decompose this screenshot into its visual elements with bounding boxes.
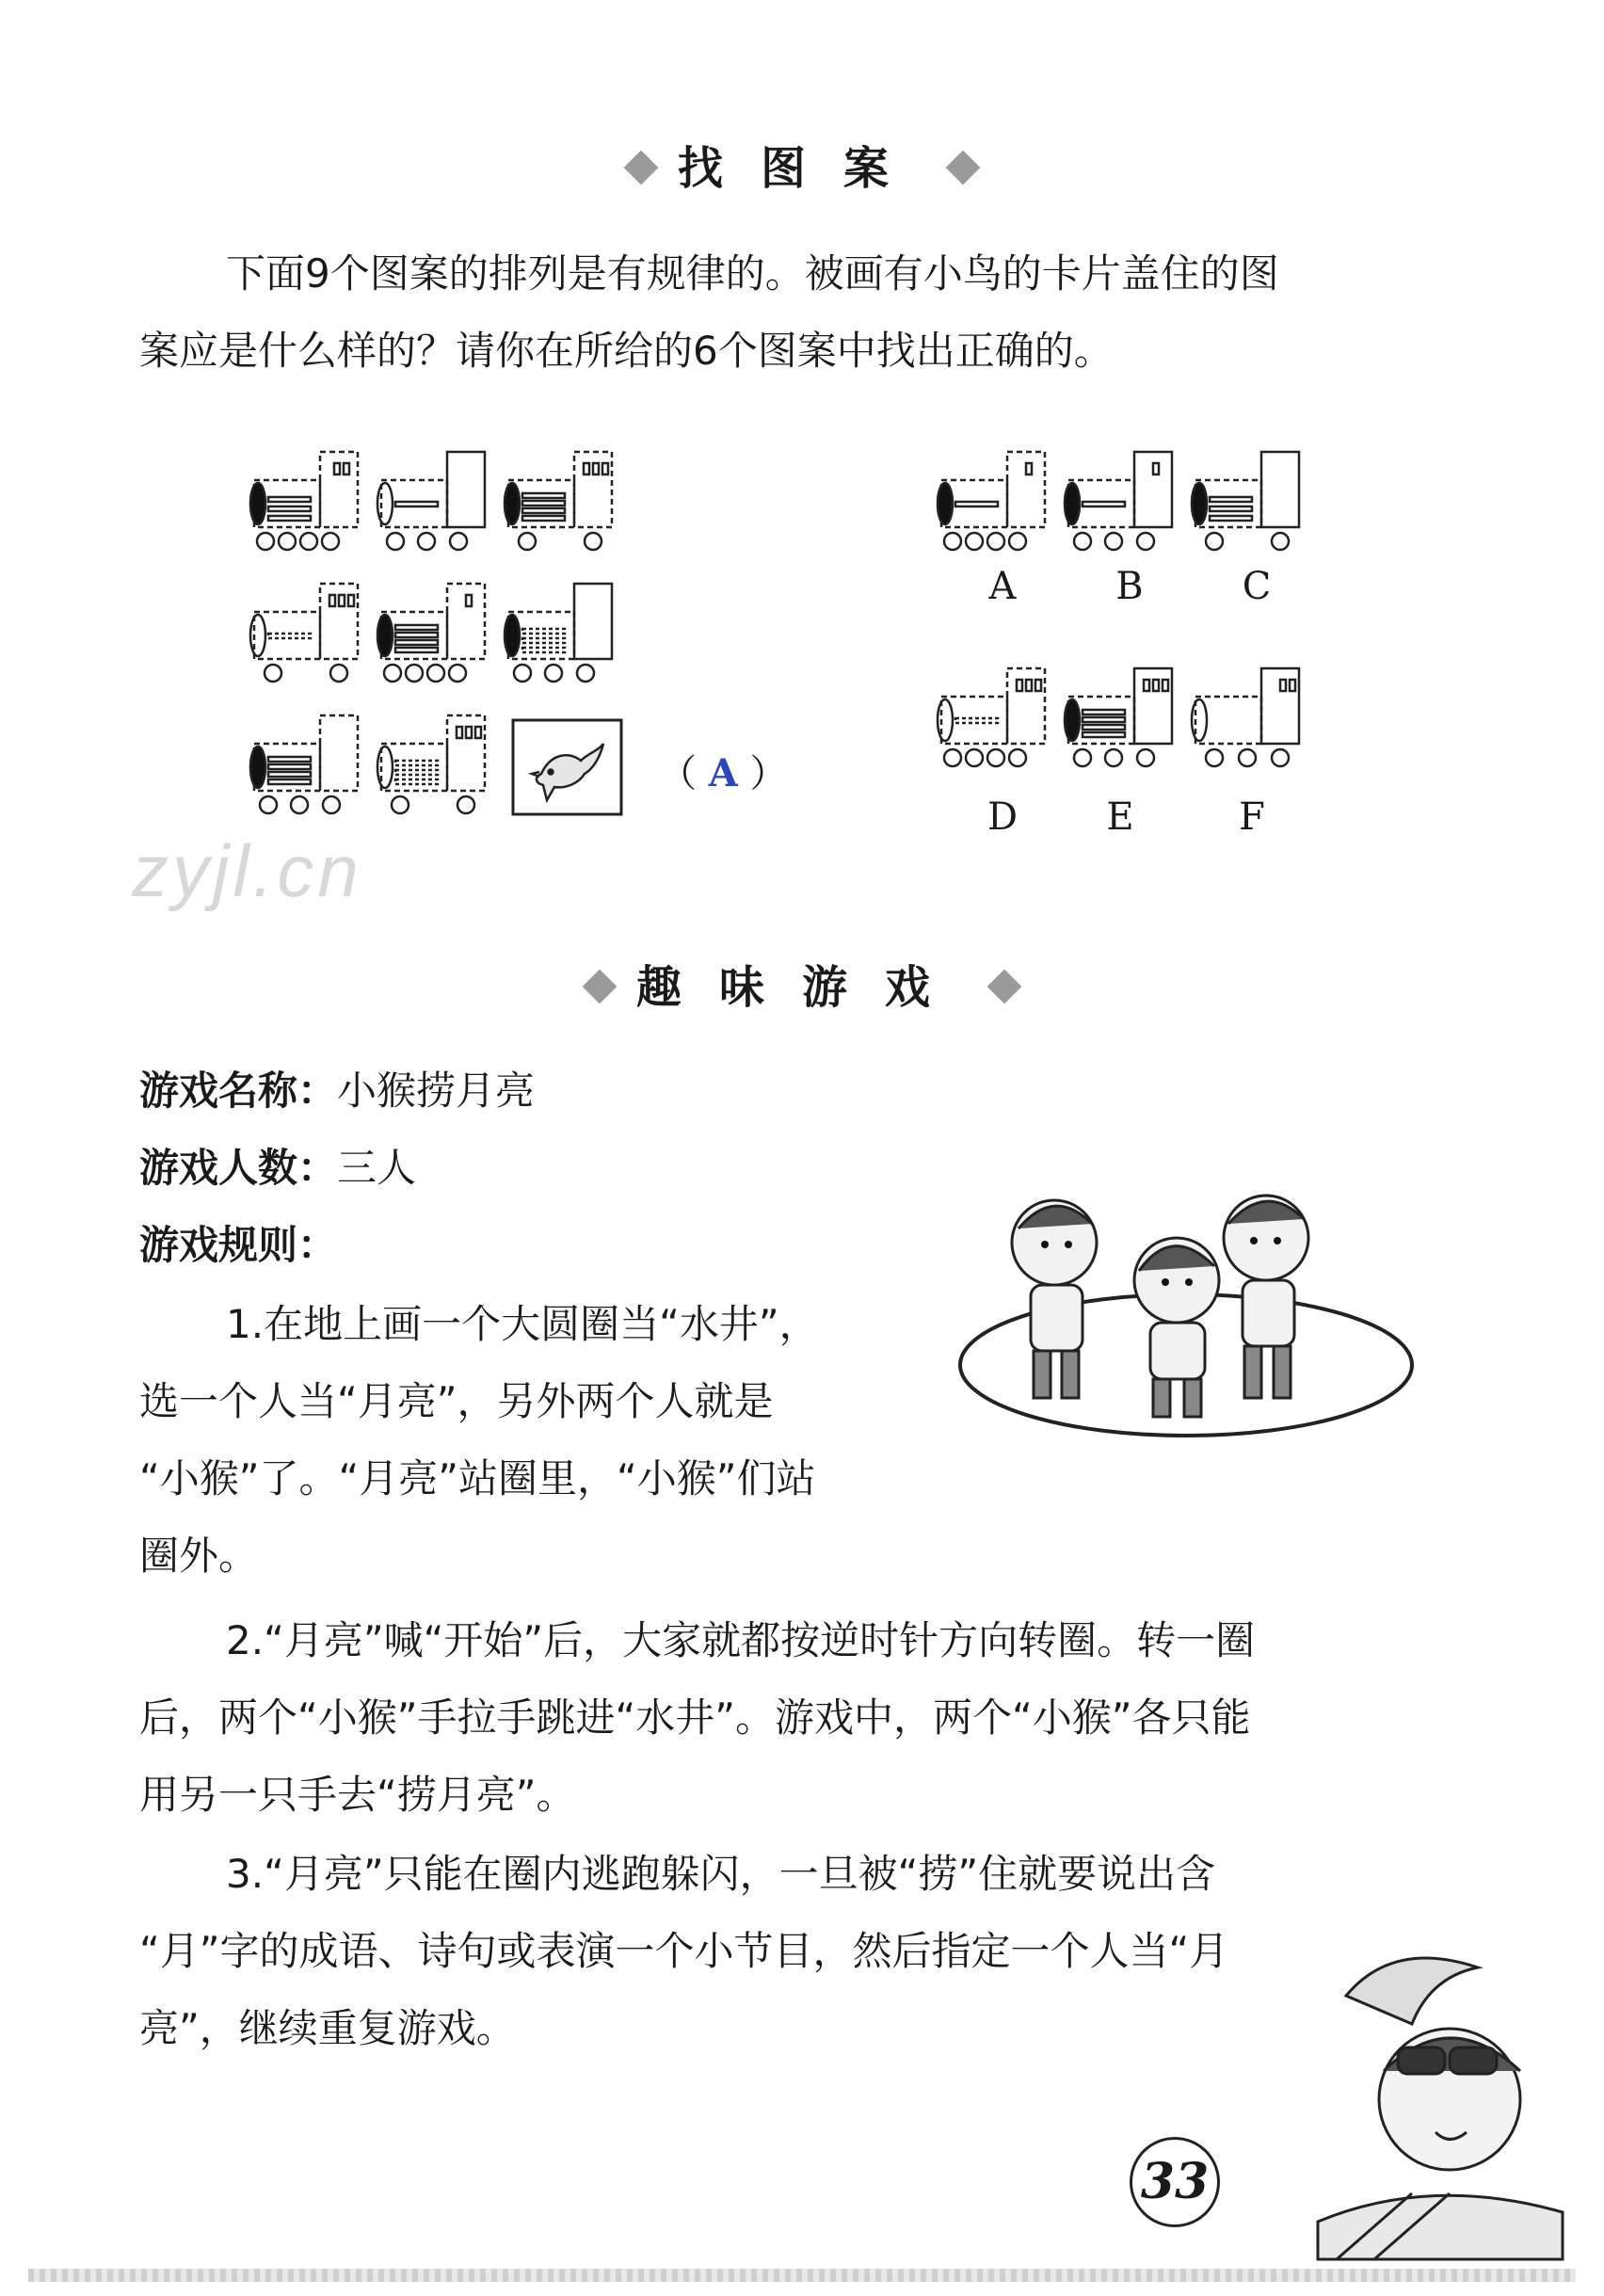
pattern-grid bbox=[235, 433, 659, 847]
pattern-cell bbox=[505, 584, 612, 682]
rule-1-line-1: 1.在地上画一个大圆圈当“水井”， bbox=[226, 1301, 819, 1347]
rule-3-line-3: 亮”，继续重复游戏。 bbox=[139, 2005, 516, 2051]
option-label-b: B bbox=[1115, 565, 1144, 608]
options-grid bbox=[932, 433, 1327, 810]
option-b-figure bbox=[1065, 452, 1172, 550]
rule-1-line-3: “小猴”了。“月亮”站圈里，“小猴”们站 bbox=[139, 1455, 816, 1501]
bird-card bbox=[513, 720, 621, 814]
question-line-1: 下面9个图案的排列是有规律的。被画有小鸟的卡片盖住的图 bbox=[226, 250, 1279, 297]
watermark: zyjl.cn bbox=[132, 829, 362, 912]
game-name-row bbox=[139, 1052, 535, 1130]
answer-value: A bbox=[708, 751, 738, 795]
option-label-d: D bbox=[986, 795, 1019, 839]
rule-1-line-4: 圈外。 bbox=[139, 1533, 259, 1579]
pattern-cell bbox=[377, 584, 485, 682]
game-count-row bbox=[139, 1130, 416, 1207]
kid-sunglasses-illustration bbox=[1261, 1939, 1581, 2278]
rule-1-line-2: 选一个人当“月亮”，另外两个人就是 bbox=[139, 1378, 774, 1424]
diamond-icon bbox=[946, 151, 981, 185]
question-line-2: 案应是什么样的？请你在所给的6个图案中找出正确的。 bbox=[139, 328, 1114, 374]
pattern-cell bbox=[250, 584, 358, 682]
section-title-text: 趣味游戏 bbox=[635, 961, 968, 1014]
answer-box bbox=[659, 744, 787, 797]
children-playing-illustration bbox=[951, 1177, 1421, 1440]
option-d-figure bbox=[938, 668, 1045, 766]
option-label-c: C bbox=[1242, 565, 1272, 608]
diamond-icon bbox=[624, 151, 659, 185]
rule-3-line-2: “月”字的成语、诗句或表演一个小节目，然后指定一个人当“月 bbox=[139, 1928, 1229, 1974]
game-rules-label: 游戏规则： bbox=[139, 1222, 338, 1268]
pattern-cell bbox=[250, 452, 358, 550]
option-label-e: E bbox=[1106, 795, 1134, 839]
section-title-text: 找图案 bbox=[677, 142, 926, 195]
section-title-find-pattern bbox=[0, 132, 1604, 197]
answer-open-paren: （ bbox=[659, 752, 697, 795]
game-name-label: 游戏名称： bbox=[139, 1068, 338, 1114]
rule-2-line-3: 用另一只手去“捞月亮”。 bbox=[139, 1772, 576, 1818]
answer-close-paren: ） bbox=[749, 752, 788, 795]
pattern-cell bbox=[505, 452, 612, 550]
diamond-icon bbox=[987, 970, 1022, 1004]
rule-2-line-2: 后，两个“小猴”手拉手跳进“水井”。游戏中，两个“小猴”各只能 bbox=[139, 1694, 1251, 1741]
bottom-border-band bbox=[28, 2269, 1576, 2282]
option-e-figure bbox=[1065, 668, 1172, 766]
diamond-icon bbox=[583, 970, 618, 1004]
pattern-cell bbox=[250, 715, 358, 813]
pattern-cell bbox=[377, 715, 485, 813]
rule-2-line-1: 2.“月亮”喊“开始”后，大家就都按逆时针方向转圈。转一圈 bbox=[226, 1617, 1256, 1663]
game-count-label: 游戏人数： bbox=[139, 1145, 338, 1191]
game-name-value: 小猴捞月亮 bbox=[337, 1068, 536, 1114]
option-label-f: F bbox=[1239, 795, 1265, 839]
section-title-fun-game bbox=[0, 951, 1604, 1016]
game-count-value: 三人 bbox=[337, 1145, 417, 1191]
rule-3-line-1: 3.“月亮”只能在圈内逃跑躲闪，一旦被“捞”住就要说出含 bbox=[226, 1851, 1216, 1897]
page-number: 33 bbox=[1130, 2137, 1220, 2227]
option-f-figure bbox=[1192, 668, 1299, 766]
option-label-a: A bbox=[988, 565, 1017, 608]
option-a-figure bbox=[938, 452, 1045, 550]
option-c-figure bbox=[1192, 452, 1299, 550]
pattern-cell bbox=[377, 452, 485, 550]
